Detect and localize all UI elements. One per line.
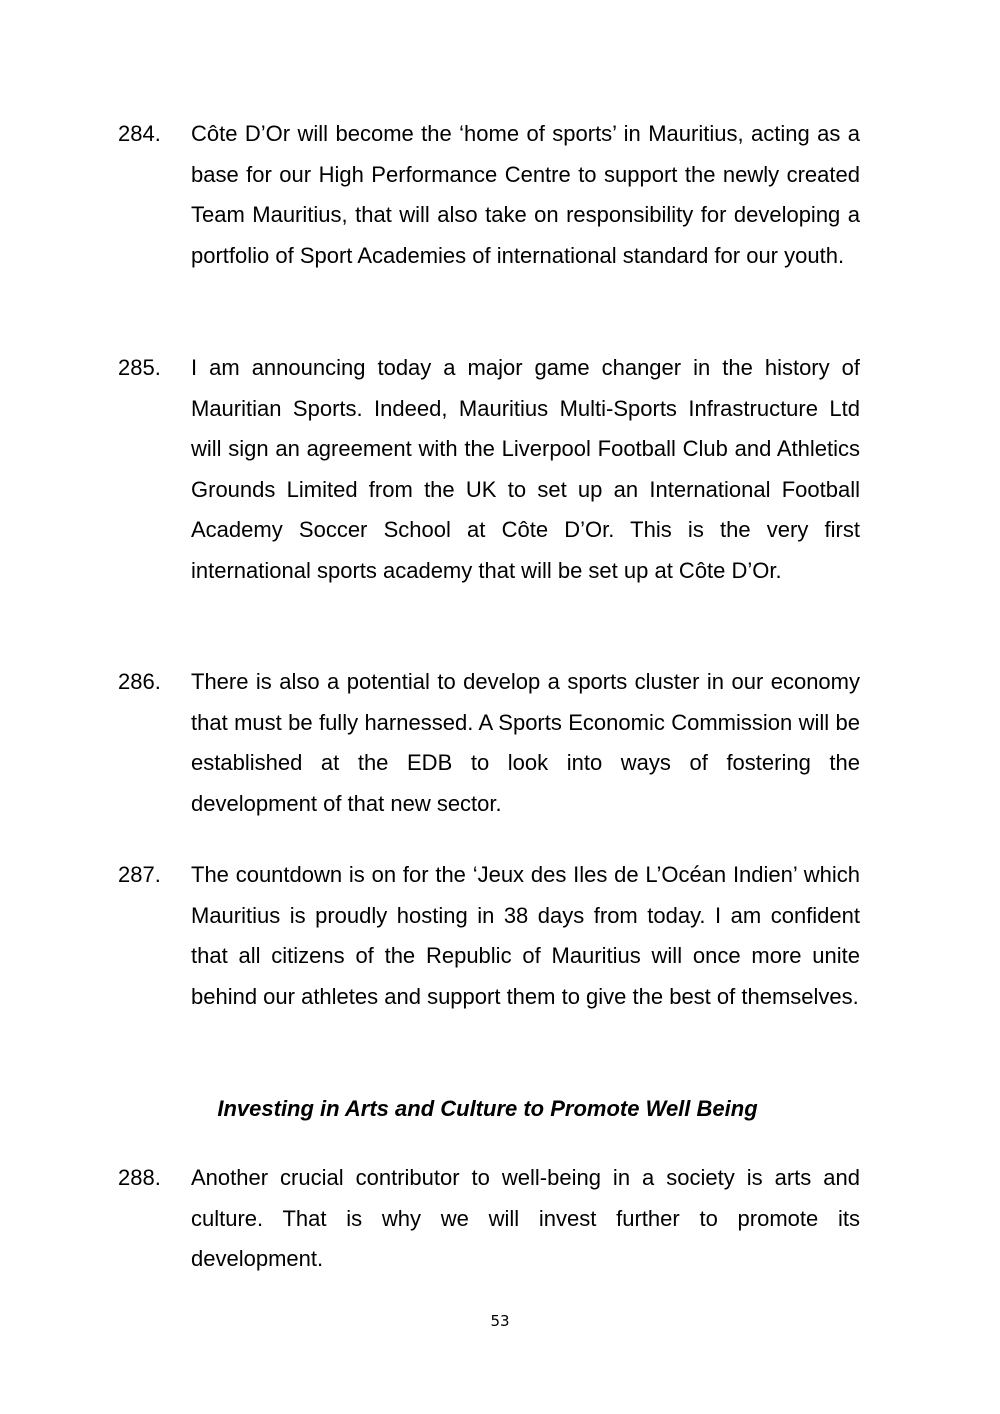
paragraph-285 — [118, 348, 860, 591]
paragraph-number: 284. — [118, 121, 161, 146]
paragraph-287 — [118, 855, 860, 1017]
paragraph-text: There is also a potential to develop a sports cluster in our economy that must be fully harnessed. A Sports Economic Commission will be established at the EDB to look into ways of fostering the development of that new sector. — [191, 669, 860, 816]
paragraph-text: Côte D’Or will become the ‘home of sports’ in Mauritius, acting as a base for our High Performance Centre to support the newly created Team Mauritius, that will also take on responsibility for developing a portfolio of Sport Academies of international standard for our youth. — [191, 121, 860, 268]
paragraph-text: I am announcing today a major game changer in the history of Mauritian Sports. Indeed, Mauritius Multi-Sports Infrastructure Ltd will sign an agreement with the Liverpool Football Club and Athletics Grounds Limited from the UK to set up an International Football Academy Soccer School at Côte D’Or. This is the very first international sports academy that will be set up at Côte D’Or. — [191, 355, 860, 583]
page-number: 53 — [490, 1312, 510, 1330]
paragraph-number: 288. — [118, 1165, 161, 1190]
paragraph-number: 285. — [118, 355, 161, 380]
paragraph-text: The countdown is on for the ‘Jeux des Iles de L’Océan Indien’ which Mauritius is proudly hosting in 38 days from today. I am confident that all citizens of the Republic of Mauritius will once more unite behind our athletes and support them to give the best of themselves. — [191, 862, 860, 1009]
paragraph-text: Another crucial contributor to well-being in a society is arts and culture. That is why we will invest further to promote its development. — [191, 1165, 860, 1271]
paragraph-288 — [118, 1158, 860, 1280]
paragraph-number: 287. — [118, 862, 161, 887]
paragraph-284 — [118, 114, 860, 276]
section-heading: Investing in Arts and Culture to Promote Well Being — [217, 1096, 758, 1121]
paragraph-286 — [118, 662, 860, 824]
paragraph-number: 286. — [118, 669, 161, 694]
